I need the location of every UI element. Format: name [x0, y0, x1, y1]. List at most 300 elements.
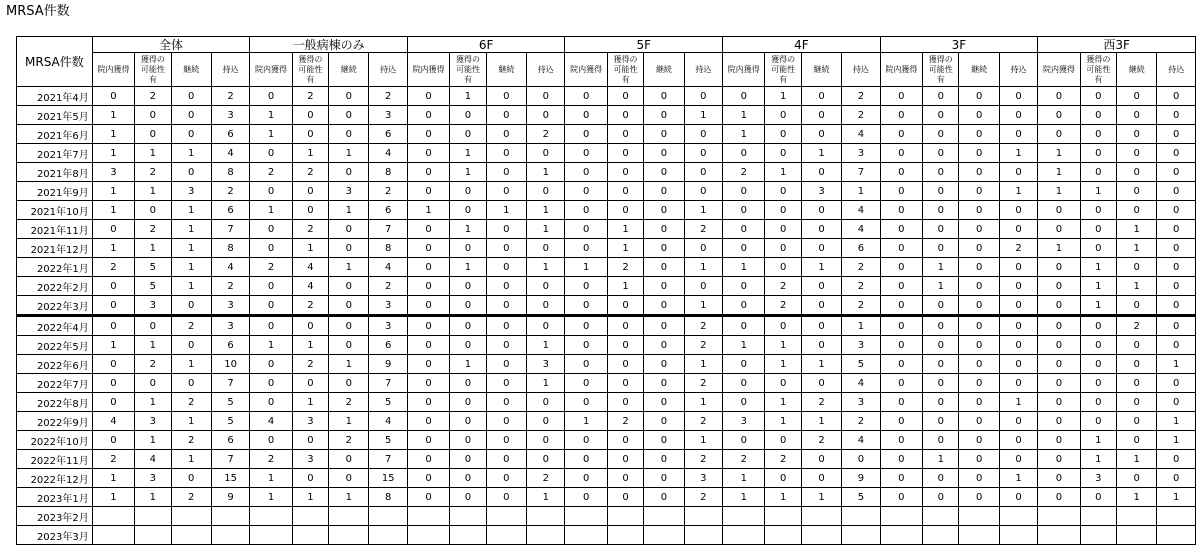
table-cell: 4 — [250, 412, 292, 431]
table-cell: 2 — [765, 296, 801, 316]
table-cell: 1 — [999, 182, 1037, 201]
table-cell: 1 — [407, 201, 449, 220]
table-cell: 15 — [211, 469, 249, 488]
table-cell — [486, 507, 526, 526]
table-cell: 0 — [565, 469, 607, 488]
table-cell: 1 — [92, 201, 134, 220]
table-cell: 0 — [1080, 488, 1116, 507]
table-cell: 0 — [407, 316, 449, 336]
table-cell — [842, 507, 880, 526]
table-cell: 2 — [135, 355, 171, 374]
table-cell: 2 — [801, 393, 841, 412]
sub-header: 持込 — [369, 53, 407, 87]
table-cell: 4 — [369, 258, 407, 277]
table-cell: 0 — [1157, 277, 1196, 296]
table-cell: 5 — [369, 393, 407, 412]
table-cell: 1 — [92, 239, 134, 258]
table-cell — [407, 526, 449, 545]
table-cell: 0 — [527, 277, 565, 296]
table-cell: 0 — [842, 450, 880, 469]
table-cell: 0 — [565, 296, 607, 316]
table-cell: 0 — [171, 469, 211, 488]
table-cell: 0 — [292, 125, 328, 144]
table-cell: 1 — [684, 296, 722, 316]
table-cell: 0 — [1157, 469, 1196, 488]
table-cell: 0 — [486, 393, 526, 412]
table-cell: 1 — [92, 144, 134, 163]
table-cell: 1 — [527, 336, 565, 355]
table-cell: 0 — [171, 296, 211, 316]
table-cell: 0 — [527, 87, 565, 106]
table-cell: 0 — [923, 393, 959, 412]
table-cell: 0 — [999, 125, 1037, 144]
table-cell: 0 — [292, 106, 328, 125]
table-cell: 6 — [211, 201, 249, 220]
table-cell — [1080, 526, 1116, 545]
month-label: 2022年7月 — [17, 374, 93, 393]
table-cell: 0 — [723, 144, 765, 163]
table-cell: 0 — [292, 469, 328, 488]
table-cell: 1 — [765, 412, 801, 431]
table-cell: 7 — [369, 450, 407, 469]
sub-header: 獲得の 可能性 有 — [1080, 53, 1116, 87]
table-cell: 1 — [171, 412, 211, 431]
table-cell: 0 — [450, 431, 486, 450]
table-cell: 0 — [801, 316, 841, 336]
table-cell: 0 — [565, 144, 607, 163]
table-cell: 0 — [1038, 469, 1080, 488]
sub-header: 院内獲得 — [92, 53, 134, 87]
table-cell: 0 — [607, 393, 643, 412]
table-cell: 1 — [171, 355, 211, 374]
table-cell: 0 — [1038, 296, 1080, 316]
table-cell: 0 — [923, 412, 959, 431]
table-cell: 0 — [565, 374, 607, 393]
table-cell: 0 — [527, 450, 565, 469]
table-cell — [486, 526, 526, 545]
table-cell: 0 — [801, 450, 841, 469]
table-cell: 0 — [1117, 182, 1157, 201]
table-cell: 0 — [329, 220, 369, 239]
table-cell: 1 — [92, 488, 134, 507]
table-cell: 1 — [801, 412, 841, 431]
sub-header-row — [17, 53, 1196, 87]
table-cell: 2 — [527, 469, 565, 488]
table-cell: 0 — [450, 336, 486, 355]
table-cell: 0 — [407, 374, 449, 393]
table-cell: 1 — [527, 488, 565, 507]
table-cell: 1 — [801, 488, 841, 507]
table-cell: 1 — [329, 258, 369, 277]
table-cell: 0 — [959, 258, 999, 277]
table-cell: 0 — [959, 431, 999, 450]
table-cell: 4 — [842, 431, 880, 450]
table-cell: 1 — [1117, 488, 1157, 507]
table-cell: 1 — [92, 469, 134, 488]
sub-header: 継続 — [329, 53, 369, 87]
table-cell: 0 — [923, 469, 959, 488]
table-cell: 1 — [565, 412, 607, 431]
table-cell — [801, 526, 841, 545]
month-label: 2022年10月 — [17, 431, 93, 450]
table-cell: 0 — [684, 144, 722, 163]
month-label: 2022年11月 — [17, 450, 93, 469]
table-cell: 1 — [765, 488, 801, 507]
table-cell: 1 — [250, 469, 292, 488]
table-cell — [1038, 507, 1080, 526]
table-cell: 0 — [1038, 355, 1080, 374]
table-cell: 0 — [486, 239, 526, 258]
table-row — [17, 125, 1196, 144]
table-cell: 1 — [250, 488, 292, 507]
sub-header: 獲得の 可能性 有 — [923, 53, 959, 87]
sub-header: 院内獲得 — [723, 53, 765, 87]
table-cell: 0 — [723, 431, 765, 450]
table-cell: 0 — [644, 220, 684, 239]
table-cell: 0 — [329, 336, 369, 355]
table-cell: 0 — [923, 431, 959, 450]
table-cell: 1 — [842, 182, 880, 201]
sub-header: 持込 — [999, 53, 1037, 87]
table-cell: 1 — [1080, 296, 1116, 316]
table-cell: 0 — [959, 336, 999, 355]
table-cell: 2 — [842, 87, 880, 106]
table-cell: 0 — [765, 220, 801, 239]
table-cell — [765, 507, 801, 526]
table-cell: 0 — [607, 450, 643, 469]
table-cell: 0 — [880, 431, 922, 450]
table-cell: 0 — [880, 144, 922, 163]
table-cell: 2 — [684, 336, 722, 355]
table-cell: 1 — [723, 125, 765, 144]
table-cell: 2 — [211, 277, 249, 296]
table-cell: 0 — [607, 336, 643, 355]
table-cell: 0 — [1080, 393, 1116, 412]
table-cell: 0 — [644, 374, 684, 393]
table-cell: 1 — [250, 125, 292, 144]
table-cell: 1 — [292, 488, 328, 507]
table-cell: 0 — [329, 87, 369, 106]
table-cell: 0 — [723, 201, 765, 220]
table-cell — [684, 526, 722, 545]
table-cell: 0 — [1157, 163, 1196, 182]
table-cell: 3 — [92, 163, 134, 182]
table-cell: 0 — [250, 316, 292, 336]
table-cell: 1 — [607, 220, 643, 239]
table-cell: 0 — [450, 412, 486, 431]
table-cell: 0 — [723, 355, 765, 374]
table-cell: 2 — [527, 125, 565, 144]
table-cell: 0 — [999, 336, 1037, 355]
corner-label: MRSA件数 — [17, 37, 93, 87]
table-cell: 1 — [801, 355, 841, 374]
table-row — [17, 258, 1196, 277]
table-cell: 1 — [450, 220, 486, 239]
table-cell: 1 — [684, 355, 722, 374]
table-cell: 1 — [329, 412, 369, 431]
table-cell: 0 — [1117, 258, 1157, 277]
table-cell: 1 — [92, 125, 134, 144]
table-cell: 0 — [1080, 106, 1116, 125]
table-cell: 0 — [1038, 450, 1080, 469]
table-cell: 0 — [959, 182, 999, 201]
table-cell: 0 — [565, 431, 607, 450]
month-label: 2021年5月 — [17, 106, 93, 125]
table-cell: 2 — [211, 182, 249, 201]
table-cell: 0 — [92, 277, 134, 296]
table-cell — [450, 526, 486, 545]
table-cell: 0 — [486, 431, 526, 450]
table-cell: 0 — [644, 87, 684, 106]
table-cell: 3 — [842, 336, 880, 355]
table-cell: 0 — [565, 182, 607, 201]
table-cell: 0 — [486, 258, 526, 277]
table-cell: 2 — [250, 258, 292, 277]
table-cell: 0 — [486, 296, 526, 316]
table-cell: 0 — [450, 239, 486, 258]
table-cell: 0 — [565, 125, 607, 144]
table-cell: 2 — [292, 163, 328, 182]
table-cell: 0 — [527, 106, 565, 125]
table-cell: 2 — [369, 277, 407, 296]
table-cell: 3 — [1080, 469, 1116, 488]
table-cell: 6 — [211, 125, 249, 144]
table-cell — [527, 526, 565, 545]
table-cell: 0 — [607, 469, 643, 488]
table-cell: 6 — [369, 125, 407, 144]
table-cell: 0 — [959, 87, 999, 106]
table-cell: 0 — [684, 125, 722, 144]
table-cell: 0 — [999, 355, 1037, 374]
table-cell: 1 — [765, 336, 801, 355]
table-cell: 0 — [450, 488, 486, 507]
table-cell: 3 — [684, 469, 722, 488]
table-cell: 0 — [765, 374, 801, 393]
table-row — [17, 144, 1196, 163]
table-cell — [211, 526, 249, 545]
table-cell: 0 — [1157, 144, 1196, 163]
sub-header: 院内獲得 — [565, 53, 607, 87]
table-cell: 4 — [135, 450, 171, 469]
table-cell: 0 — [450, 296, 486, 316]
table-cell: 0 — [801, 87, 841, 106]
table-cell: 0 — [450, 469, 486, 488]
table-cell: 0 — [644, 277, 684, 296]
table-cell: 1 — [842, 316, 880, 336]
table-cell: 0 — [250, 87, 292, 106]
table-cell: 0 — [527, 296, 565, 316]
table-cell: 0 — [1117, 125, 1157, 144]
table-cell: 8 — [211, 163, 249, 182]
table-cell: 1 — [450, 87, 486, 106]
table-cell: 1 — [999, 144, 1037, 163]
table-cell: 8 — [369, 163, 407, 182]
table-cell: 1 — [723, 488, 765, 507]
table-cell: 1 — [171, 450, 211, 469]
table-cell: 0 — [959, 316, 999, 336]
table-cell: 0 — [923, 201, 959, 220]
table-cell: 0 — [407, 488, 449, 507]
table-cell — [880, 526, 922, 545]
table-cell: 1 — [1117, 239, 1157, 258]
table-cell: 1 — [135, 144, 171, 163]
table-row — [17, 87, 1196, 106]
table-cell: 0 — [880, 296, 922, 316]
table-cell: 0 — [999, 450, 1037, 469]
table-cell: 1 — [1038, 163, 1080, 182]
sub-header: 持込 — [211, 53, 249, 87]
table-cell: 0 — [684, 277, 722, 296]
table-cell: 0 — [723, 296, 765, 316]
table-cell: 0 — [1080, 316, 1116, 336]
table-cell — [1117, 507, 1157, 526]
table-cell: 0 — [999, 220, 1037, 239]
table-cell: 0 — [450, 106, 486, 125]
table-cell: 0 — [250, 393, 292, 412]
table-cell: 2 — [842, 258, 880, 277]
table-cell: 2 — [292, 220, 328, 239]
table-cell: 0 — [765, 125, 801, 144]
table-cell: 0 — [644, 488, 684, 507]
table-cell: 1 — [329, 144, 369, 163]
table-cell: 0 — [999, 258, 1037, 277]
table-cell — [923, 507, 959, 526]
sub-header: 持込 — [842, 53, 880, 87]
table-cell: 0 — [880, 220, 922, 239]
table-cell: 0 — [644, 469, 684, 488]
table-cell: 1 — [92, 336, 134, 355]
table-cell: 0 — [486, 106, 526, 125]
table-cell: 0 — [801, 374, 841, 393]
sub-header: 継続 — [801, 53, 841, 87]
table-cell: 1 — [1038, 144, 1080, 163]
table-cell — [765, 526, 801, 545]
month-label: 2021年10月 — [17, 201, 93, 220]
table-cell: 0 — [801, 163, 841, 182]
table-cell: 0 — [880, 277, 922, 296]
table-cell: 0 — [486, 125, 526, 144]
table-cell: 1 — [923, 450, 959, 469]
table-cell: 0 — [527, 412, 565, 431]
table-cell: 0 — [880, 316, 922, 336]
table-cell — [723, 526, 765, 545]
table-cell: 1 — [450, 144, 486, 163]
group-header: 西3F — [1038, 37, 1196, 53]
table-cell: 0 — [329, 163, 369, 182]
table-cell: 0 — [999, 316, 1037, 336]
table-cell: 0 — [607, 431, 643, 450]
table-cell: 0 — [486, 374, 526, 393]
table-cell: 1 — [684, 431, 722, 450]
table-cell: 0 — [250, 355, 292, 374]
table-cell: 2 — [842, 277, 880, 296]
table-cell: 0 — [959, 296, 999, 316]
table-cell: 0 — [407, 431, 449, 450]
table-row — [17, 526, 1196, 545]
table-cell: 1 — [684, 201, 722, 220]
table-cell: 0 — [250, 374, 292, 393]
table-cell: 0 — [171, 87, 211, 106]
table-cell: 0 — [959, 144, 999, 163]
table-cell — [923, 526, 959, 545]
table-cell: 5 — [211, 393, 249, 412]
table-cell: 1 — [527, 374, 565, 393]
table-cell: 0 — [880, 336, 922, 355]
table-cell: 0 — [407, 239, 449, 258]
table-cell: 8 — [211, 239, 249, 258]
table-cell: 0 — [407, 277, 449, 296]
table-cell: 0 — [880, 258, 922, 277]
table-cell: 0 — [644, 182, 684, 201]
table-cell: 1 — [329, 355, 369, 374]
table-cell: 0 — [644, 106, 684, 125]
table-cell: 8 — [369, 239, 407, 258]
table-cell — [329, 507, 369, 526]
table-cell: 4 — [369, 144, 407, 163]
table-cell: 0 — [407, 336, 449, 355]
table-cell: 0 — [329, 469, 369, 488]
table-cell — [250, 526, 292, 545]
table-cell: 3 — [135, 412, 171, 431]
table-cell: 4 — [211, 144, 249, 163]
table-cell: 0 — [999, 163, 1037, 182]
table-cell: 0 — [880, 469, 922, 488]
table-cell: 0 — [644, 450, 684, 469]
table-cell: 0 — [292, 374, 328, 393]
table-cell — [250, 507, 292, 526]
table-cell: 0 — [450, 201, 486, 220]
table-cell: 0 — [329, 239, 369, 258]
table-cell: 0 — [1117, 431, 1157, 450]
table-cell: 2 — [171, 431, 211, 450]
table-cell: 0 — [959, 355, 999, 374]
sub-header: 獲得の 可能性 有 — [607, 53, 643, 87]
table-cell: 0 — [644, 355, 684, 374]
table-row — [17, 469, 1196, 488]
table-cell: 0 — [959, 393, 999, 412]
table-cell: 1 — [527, 163, 565, 182]
table-cell: 0 — [1117, 374, 1157, 393]
table-cell: 3 — [723, 412, 765, 431]
table-row — [17, 277, 1196, 296]
table-cell: 0 — [723, 220, 765, 239]
table-cell: 0 — [959, 488, 999, 507]
table-cell — [607, 526, 643, 545]
table-cell: 2 — [999, 239, 1037, 258]
sub-header: 継続 — [1117, 53, 1157, 87]
table-cell: 0 — [723, 277, 765, 296]
sub-header: 獲得の 可能性 有 — [135, 53, 171, 87]
table-cell: 1 — [171, 239, 211, 258]
table-cell: 0 — [1117, 106, 1157, 125]
table-cell: 0 — [1157, 87, 1196, 106]
table-cell: 0 — [999, 488, 1037, 507]
table-cell: 0 — [644, 393, 684, 412]
table-cell: 0 — [723, 316, 765, 336]
table-cell: 0 — [644, 144, 684, 163]
table-cell: 0 — [92, 393, 134, 412]
group-header-row — [17, 37, 1196, 53]
table-cell: 0 — [607, 106, 643, 125]
table-cell: 0 — [171, 163, 211, 182]
table-cell: 0 — [527, 182, 565, 201]
table-cell: 2 — [684, 450, 722, 469]
table-cell: 4 — [211, 258, 249, 277]
table-cell: 0 — [329, 316, 369, 336]
table-cell: 2 — [842, 296, 880, 316]
table-cell: 6 — [842, 239, 880, 258]
table-cell — [723, 507, 765, 526]
